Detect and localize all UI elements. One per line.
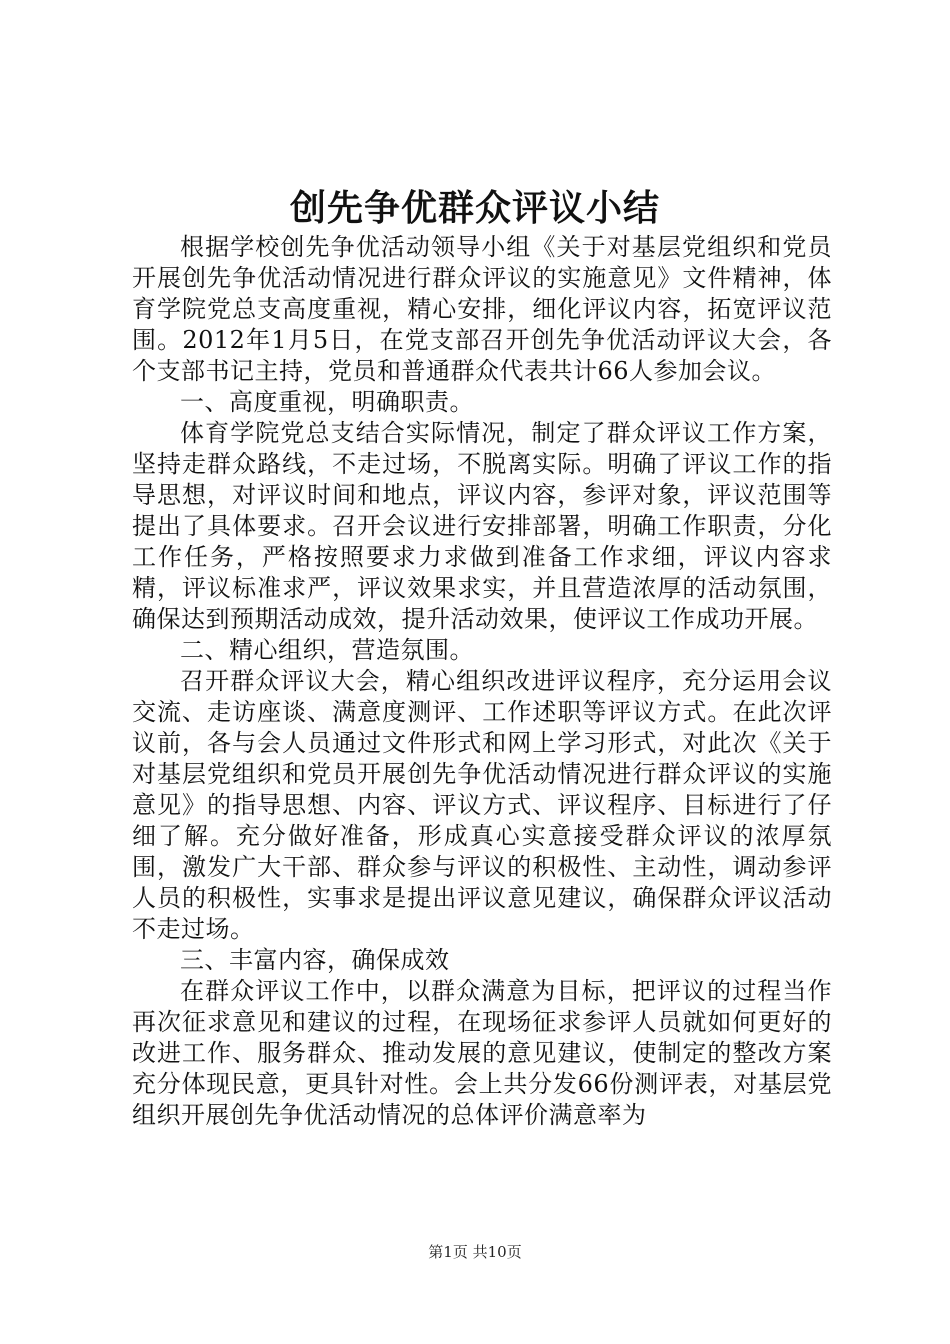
document-body — [132, 232, 832, 1131]
body-paragraph: 体育学院党总支结合实际情况，制定了群众评议工作方案，坚持走群众路线，不走过场，不脱离实际。明确了评议工作的指导思想，对评议时间和地点，评议内容，参评对象，评议范围等提出了具体要求。召开会议进行安排部署，明确工作职责，分化工作任务，严格按照要求力求做到准备工作求细，评议内容求精，评议标准求严，评议效果求实，并且营造浓厚的活动氛围，确保达到预期活动成效，提升活动效果，使评议工作成功开展。 — [132, 419, 832, 633]
document-title: 创先争优群众评议小结 — [289, 187, 660, 229]
section-heading: 三、丰富内容，确保成效 — [180, 946, 450, 974]
body-paragraph: 在群众评议工作中，以群众满意为目标，把评议的过程当作再次征求意见和建议的过程，在现场征求参评人员就如何更好的改进工作、服务群众、推动发展的意见建议，使制定的整改方案充分体现民意，更具针对性。会上共分发66份测评表，对基层党组织开展创先争优活动情况的总体评价满意率为 — [132, 977, 832, 1129]
body-paragraph: 根据学校创先争优活动领导小组《关于对基层党组织和党员开展创先争优活动情况进行群众评议的实施意见》文件精神，体育学院党总支高度重视，精心安排，细化评议内容，拓宽评议范围。2012年1月5日，在党支部召开创先争优活动评议大会，各个支部书记主持，党员和普通群众代表共计66人参加会议。 — [132, 233, 832, 385]
section-heading: 二、精心组织，营造氛围。 — [180, 636, 474, 664]
page-number-footer: 第1页 共10页 — [428, 1243, 522, 1261]
section-heading: 一、高度重视，明确职责。 — [180, 388, 474, 416]
body-paragraph: 召开群众评议大会，精心组织改进评议程序，充分运用会议交流、走访座谈、满意度测评、工作述职等评议方式。在此次评议前，各与会人员通过文件形式和网上学习形式，对此次《关于对基层党组织和党员开展创先争优活动情况进行群众评议的实施意见》的指导思想、内容、评议方式、评议程序、目标进行了仔细了解。充分做好准备，形成真心实意接受群众评议的浓厚氛围，激发广大干部、群众参与评议的积极性、主动性，调动参评人员的积极性，实事求是提出评议意见建议，确保群众评议活动不走过场。 — [132, 667, 832, 943]
